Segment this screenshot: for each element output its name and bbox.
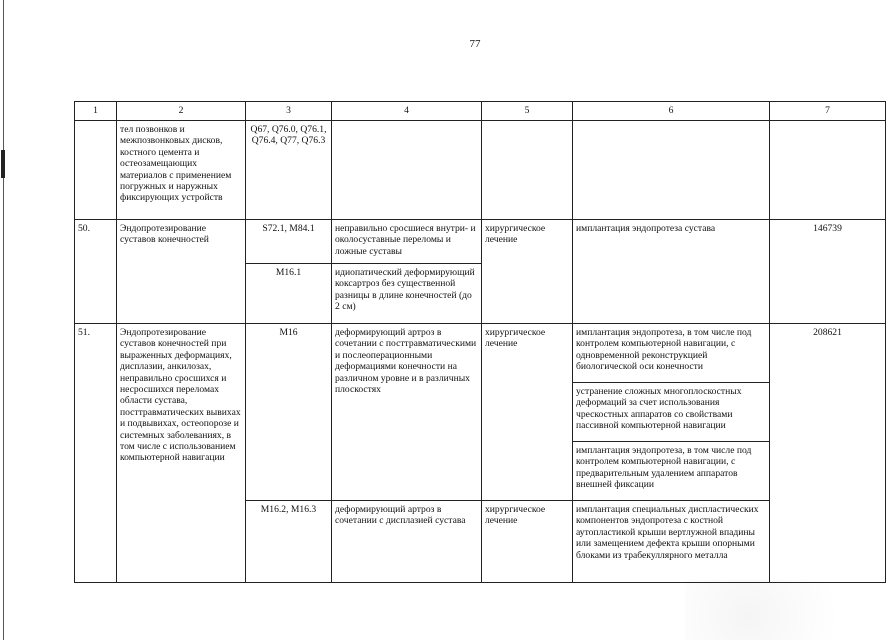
- row-50-sub-1: [75, 220, 886, 264]
- row-50-number: 50.: [75, 220, 117, 324]
- row-50-type: хирургическое лечение: [482, 220, 573, 324]
- cont-norm-cell: [770, 121, 886, 220]
- row-51-method-1: имплантация эндопротеза, в том числе под контролем компьютерной навигации, с одновременной реконструкцией биологической оси конечности: [573, 324, 770, 383]
- header-col-2: 2: [117, 102, 246, 121]
- cont-codes-cell: Q67, Q76.0, Q76.1, Q76.4, Q77, Q76.3: [246, 121, 332, 220]
- header-col-6: 6: [573, 102, 770, 121]
- header-col-4: 4: [332, 102, 482, 121]
- procedure-table: [74, 101, 886, 583]
- row-51-method-3: имплантация эндопротеза, в том числе под контролем компьютерной навигации, с предварительным удалением аппаратов внешней фиксации: [573, 442, 770, 501]
- row-50-model-1: неправильно сросшиеся внутри- и околосуставные переломы и ложные суставы: [332, 220, 482, 264]
- row-51-method-4: имплантация специальных диспластических компонентов эндопротеза с костной аутопластикой крыши вертлужной впадины или замещением дефекта крыши опорными блоками из трабекуллярного металла: [573, 501, 770, 583]
- row-51-sub-1a: [75, 324, 886, 383]
- row-50-model-2: идиопатический деформирующий коксартроз без существенной разницы в длине конечностей (до 2 см): [332, 264, 482, 324]
- row-51-name: Эндопротезирование суставов конечностей при выраженных деформациях, дисплазии, анкилозах, неправильно сросшихся и несросшихся переломах области сустава, посттравматических вывихах и подвывихах, остеопорозе и системных заболеваниях, в том числе с использованием компьютерной навигации: [117, 324, 246, 583]
- scan-noise: [685, 580, 895, 640]
- row-51-model-1: деформирующий артроз в сочетании с посттравматическими и послеоперационными деформациями конечности на различном уровне и в различных плоскостях: [332, 324, 482, 501]
- row-50-norm: 146739: [770, 220, 886, 324]
- cont-name-cell: тел позвонков и межпозвонковых дисков, костного цемента и остеозамещающих материалов с применением погружных и наружных фиксирующих устройств: [117, 121, 246, 220]
- page-number: 77: [469, 38, 481, 50]
- row-50-codes-2: M16.1: [246, 264, 332, 324]
- row-51-model-2: деформирующий артроз в сочетании с дисплазией сустава: [332, 501, 482, 583]
- header-col-7: 7: [770, 102, 886, 121]
- row-50-method: имплантация эндопротеза сустава: [573, 220, 770, 324]
- row-51-codes-1: M16: [246, 324, 332, 501]
- cont-model-cell: [332, 121, 482, 220]
- header-row: [75, 102, 886, 121]
- row-51-method-2: устранение сложных многоплоскостных деформаций за счет использования чрескостных аппаратов со свойствами пассивной компьютерной навигации: [573, 383, 770, 442]
- cont-num-cell: [75, 121, 117, 220]
- continuation-row: [75, 121, 886, 220]
- cont-type-cell: [482, 121, 573, 220]
- row-51-number: 51.: [75, 324, 117, 583]
- row-51-codes-2: M16.2, M16.3: [246, 501, 332, 583]
- header-col-5: 5: [482, 102, 573, 121]
- row-50-codes-1: S72.1, M84.1: [246, 220, 332, 264]
- cont-method-cell: [573, 121, 770, 220]
- scan-mark: [1, 150, 5, 178]
- row-50-name: Эндопротезирование суставов конечностей: [117, 220, 246, 324]
- row-51-type-2: хирургическое лечение: [482, 501, 573, 583]
- page-edge-rule: [3, 0, 4, 640]
- header-col-1: 1: [75, 102, 117, 121]
- row-51-norm: 208621: [770, 324, 886, 583]
- row-51-type-1: хирургическое лечение: [482, 324, 573, 501]
- header-col-3: 3: [246, 102, 332, 121]
